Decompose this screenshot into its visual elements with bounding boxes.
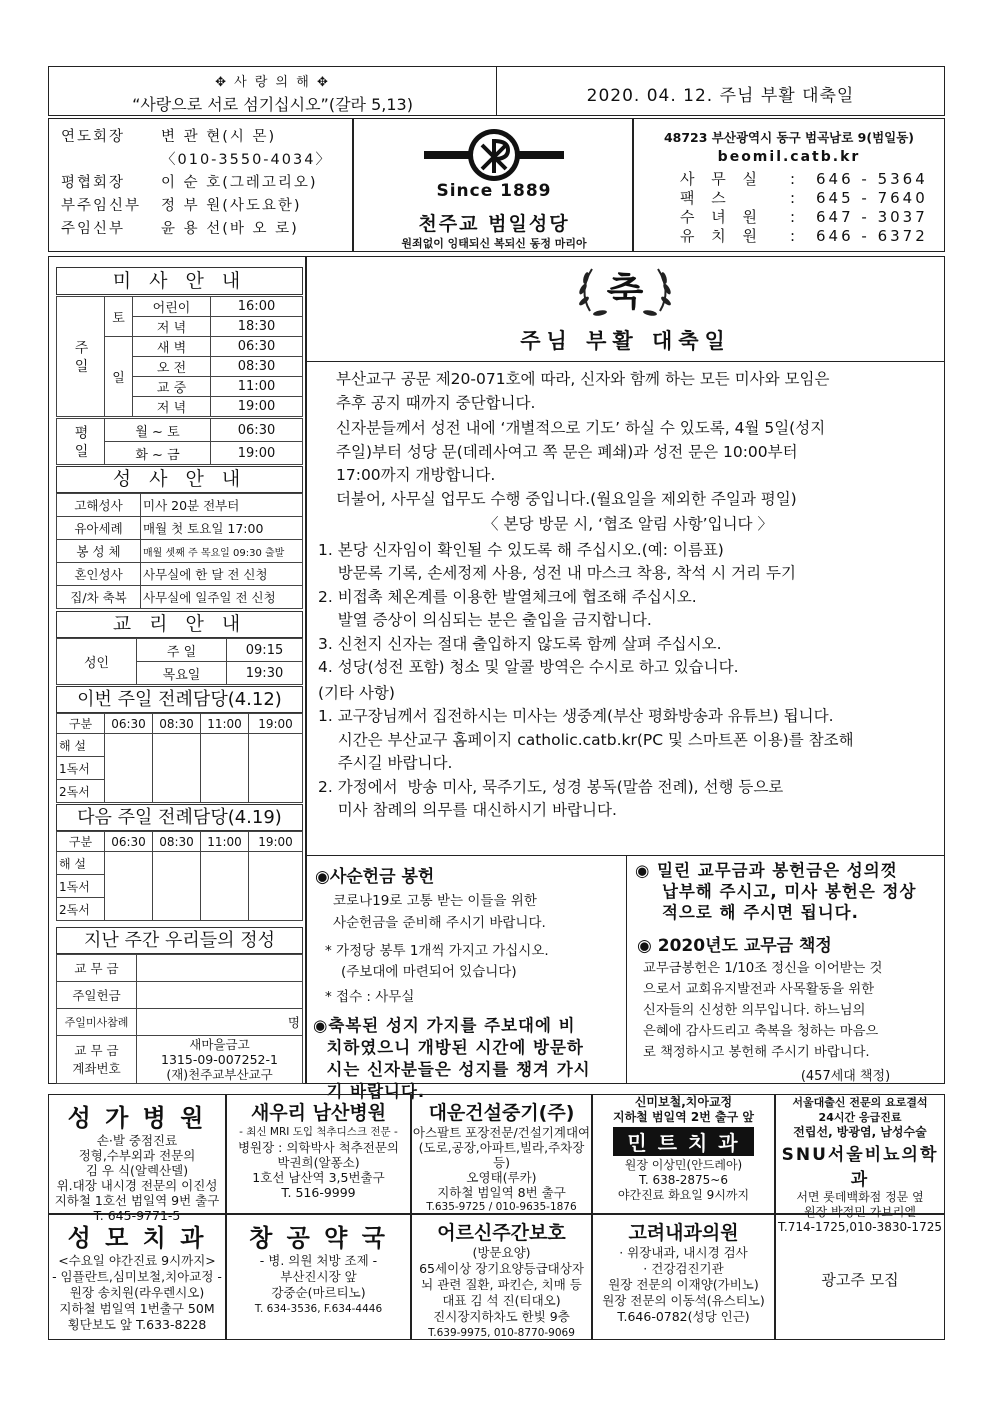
ad-line: T. 516-9999	[281, 1185, 356, 1200]
mass-table	[56, 296, 303, 417]
ad-line: 신미보철,치아교정	[634, 1095, 733, 1109]
ad-line: 뇌 관련 질환, 파킨슨, 치매 등	[421, 1277, 582, 1292]
duty1-cell	[153, 780, 201, 803]
ad-box	[411, 1214, 592, 1340]
ad-name: 성 모 치 과	[67, 1224, 207, 1252]
masthead-right	[496, 66, 945, 116]
phone-number: 646 - 5364	[816, 170, 928, 188]
account-info	[137, 1036, 303, 1084]
duty2-head: 구분	[57, 832, 105, 852]
officer-row	[61, 126, 340, 149]
lenten-line: 코로나19로 고통 받는 이들을 위한	[333, 893, 537, 909]
ad-box	[411, 1094, 592, 1214]
duty2-cell	[105, 875, 153, 898]
notice-body	[318, 368, 938, 823]
ad-line: 지하철 범일역 1번출구 50M	[59, 1301, 215, 1316]
ad-line: 원장 전문의 이재양(가비노)	[608, 1277, 759, 1292]
ad-line: T.635-9725 / 010-9635-1876	[426, 1201, 577, 1213]
phone-label: 팩 스	[680, 189, 732, 207]
duty1-cell	[105, 757, 153, 780]
duty2-role: 2독서	[57, 898, 105, 921]
ad-line: 손·발 중점진료	[96, 1133, 178, 1148]
phone-label: 수 녀 원	[680, 208, 764, 226]
lenten-box	[307, 855, 627, 1101]
ad-line: - 최신 MRI 도입 척추디스크 전문 -	[239, 1126, 398, 1138]
mass-sun-label: 일	[105, 337, 133, 417]
duty1-cell	[201, 734, 249, 757]
ad-box	[226, 1214, 411, 1340]
ad-line: 서울대출신 전문의 요로결석	[792, 1096, 928, 1109]
masthead-left	[48, 66, 497, 116]
ad-name: 어르신주간보호	[437, 1222, 566, 1244]
ad-name: SNU서울비뇨의학과	[781, 1145, 939, 1190]
ad-line: · 건강검진기관	[643, 1261, 724, 1276]
chi-rho-logo-icon	[424, 127, 564, 185]
dues-line: 납부해 주시고, 미사 봉헌은 정상	[635, 882, 917, 901]
year-theme: ✥ 사 랑 의 해 ✥	[215, 75, 330, 90]
visit-heading: 〈 본당 방문 시, ‘협조 알림 사항’입니다 〉	[483, 515, 773, 533]
duty2-role: 1독서	[57, 875, 105, 898]
duty1-cell	[153, 757, 201, 780]
catechism-header: 교 리 안 내	[56, 611, 303, 638]
mass-time: 08:30	[211, 357, 303, 377]
etc-item: 1. 교구장님께서 집전하시는 미사는 생중계(부산 평화방송과 유튜브) 됩니다.	[318, 707, 834, 725]
mass-name: 어린이	[133, 297, 211, 317]
lenten-line: 사순헌금을 준비해 주시기 바랍니다.	[333, 915, 546, 931]
ad-box	[226, 1094, 411, 1214]
offering-label: 교 무 금	[57, 955, 137, 982]
officer-role: 평협회장	[61, 175, 126, 191]
etc-item: 미사 참례의 의무를 대신하시기 바랍니다.	[318, 801, 617, 819]
duty2-head: 11:00	[201, 832, 249, 852]
lenten-title: ◉사순헌금 봉헌	[315, 867, 435, 887]
duty1-cell	[201, 780, 249, 803]
mass-time: 06:30	[211, 337, 303, 357]
catechism-adult: 성인	[57, 639, 137, 685]
weekday-mass-table	[56, 418, 303, 465]
ad-line: 65세이상 장기요양등급대상자	[419, 1261, 584, 1276]
ad-name: 민 트 치 과	[613, 1127, 754, 1156]
catechism-day: 주 일	[137, 639, 227, 662]
phone-row	[680, 189, 944, 208]
weekday-label: 평 일	[57, 419, 105, 465]
officer-role	[61, 149, 161, 172]
account-holder: (재)천주교부산교구	[166, 1067, 273, 1082]
account-label: 교 무 금 계좌번호	[57, 1036, 137, 1084]
duty1-table	[56, 713, 303, 803]
motto: “사랑으로 서로 섬기십시오”(갈라 5,13)	[132, 95, 413, 114]
duty2-head: 06:30	[105, 832, 153, 852]
feast-title: 주님 부활 대축일	[520, 329, 731, 353]
notice-para1-line: 추후 공지 때까지 중단합니다.	[336, 393, 536, 412]
mass-time: 11:00	[211, 377, 303, 397]
duty1-role: 1독서	[57, 757, 105, 780]
visit-item: 발열 증상이 의심되는 분은 출입을 금지합니다.	[318, 611, 652, 629]
parish-box	[353, 118, 633, 252]
mass-name: 교 중	[133, 377, 211, 397]
palm-line: 기 바랍니다.	[313, 1082, 426, 1101]
visit-item: 3. 신천지 신자는 절대 출입하지 않도록 함께 살펴 주십시오.	[318, 634, 722, 653]
duty1-cell	[249, 757, 303, 780]
duty1-cell	[105, 780, 153, 803]
dues-box	[627, 855, 944, 1083]
offering-unit: 명	[137, 1009, 303, 1036]
officer-role: 부주임신부	[61, 198, 142, 214]
ad-box	[775, 1094, 945, 1234]
officer-name: 정 부 원(사도요한)	[161, 198, 302, 214]
ad-line: · 위장내과, 내시경 검사	[619, 1245, 748, 1260]
account-bank: 새마을금고	[189, 1037, 250, 1052]
ad-name: 광고주 모집	[821, 1271, 899, 1289]
duty1-role: 2독서	[57, 780, 105, 803]
duty1-head: 11:00	[201, 714, 249, 734]
phone-row	[680, 227, 944, 246]
officer-row	[61, 172, 340, 195]
officer-name: 윤 용 선(바 오 로)	[161, 221, 299, 237]
ad-line: 지하철 범일역 2번 출구 앞	[613, 1110, 754, 1124]
ad-line: 대표 김 석 진(티대오)	[442, 1293, 561, 1308]
officer-role: 주임신부	[61, 221, 126, 237]
duty2-header: 다음 주일 전례담당(4.19)	[56, 804, 303, 831]
sacrament-table	[56, 493, 303, 609]
ad-name: 새우리 남산병원	[250, 1102, 387, 1124]
phone-number: 647 - 3037	[816, 208, 928, 226]
sacrament-label: 유아세례	[57, 517, 141, 540]
sacrament-label: 봉 성 체	[57, 540, 141, 563]
phone-label: 사 무 실	[680, 170, 764, 188]
mass-name: 오 전	[133, 357, 211, 377]
duty1-role: 해 설	[57, 734, 105, 757]
catechism-table	[56, 638, 303, 685]
etc-item: 시간은 부산교구 홈페이지 catholic.catb.kr(PC 및 스마트폰 이용)를 참조해	[318, 730, 854, 749]
ad-line: T. 645-9771-5	[93, 1208, 181, 1223]
duty2-role: 해 설	[57, 852, 105, 875]
ad-name: 대운건설중기(주)	[428, 1102, 575, 1124]
officers-box	[48, 118, 353, 252]
duty2-cell	[249, 898, 303, 921]
dues2-line: 으로서 교회유지발전과 사목활동을 위한	[643, 982, 875, 997]
duty1-cell	[249, 734, 303, 757]
ad-line: 병원장 : 의학박사 척추전문의	[237, 1140, 400, 1155]
parish-name: 천주교 범일성당	[418, 213, 570, 235]
dues2-line: 신자들의 신성한 의무입니다. 하느님의	[643, 1003, 866, 1018]
ad-line: 1호선 남산역 3,5번출구	[252, 1170, 385, 1185]
officer-row	[61, 218, 340, 241]
duty1-head: 구분	[57, 714, 105, 734]
ad-line: 지하철 1호선 범일역 9번 출구	[54, 1193, 220, 1208]
parish-patron: 원죄없이 잉태되신 복되신 동정 마리아	[401, 237, 587, 250]
sacrament-value: 사무실에 일주일 전 신청	[141, 586, 303, 609]
ad-box	[48, 1094, 226, 1223]
notice-para2-line: 주일)부터 성당 문(데레사여고 쪽 문은 폐쇄)과 성전 문은 10:00부터	[336, 442, 798, 461]
duty1-cell	[153, 734, 201, 757]
duty1-head: 19:00	[249, 714, 303, 734]
mass-sunday-label: 주 일	[57, 297, 105, 417]
ad-line: T. 634-3536, F.634-4446	[254, 1303, 383, 1315]
duty2-cell	[105, 898, 153, 921]
duty2-head: 19:00	[249, 832, 303, 852]
weekday-days: 월 ~ 토	[105, 419, 211, 442]
ad-line: 횡단보도 앞 T.633-8228	[67, 1317, 207, 1332]
palm-line: 시는 신자분들은 성지를 챙겨 가시	[313, 1060, 591, 1079]
palm-line: 치하였으니 개방된 시간에 방문하	[313, 1038, 584, 1057]
ad-line: T. 638-2875~6	[639, 1173, 728, 1187]
account-number: 1315-09-007252-1	[161, 1052, 278, 1067]
dues2-line: 로 책정하시고 봉헌해 주시기 바랍니다.	[643, 1045, 870, 1060]
phone-number: 645 - 7640	[816, 189, 928, 207]
ad-line: 정형,수부외과 전문의	[78, 1148, 196, 1163]
sacrament-value: 미사 20분 전부터	[141, 494, 303, 517]
phone-sep: :	[790, 208, 799, 226]
dues2-line: 교무금봉헌은 1/10조 정신을 이어받는 것	[643, 961, 883, 976]
sacrament-header: 성 사 안 내	[56, 466, 303, 493]
ad-line: 박권희(알퐁소)	[277, 1155, 360, 1170]
weekday-time: 19:00	[211, 442, 303, 465]
visit-item: 4. 성당(성전 포함) 청소 및 알콜 방역은 수시로 하고 있습니다.	[318, 658, 739, 676]
lenten-note: (주보대에 마련되어 있습니다)	[341, 964, 517, 980]
duty2-cell	[201, 875, 249, 898]
mass-name: 새 벽	[133, 337, 211, 357]
address: 48723 부산광역시 동구 범곡남로 9(범일동)	[663, 130, 915, 145]
duty2-cell	[249, 875, 303, 898]
dues-line: 적으로 해 주시면 됩니다.	[635, 903, 859, 922]
dues2-note: (457세대 책정)	[800, 1069, 891, 1084]
ad-line: 전립선, 방광염, 남성수술	[793, 1125, 927, 1139]
officer-name: 이 순 호(그레고리오)	[161, 175, 318, 191]
issue-date: 2020. 04. 12. 주님 부활 대축일	[586, 86, 855, 106]
ad-box	[592, 1094, 775, 1214]
ad-line: 아스팔트 포장전문/건설기계대여	[412, 1125, 591, 1140]
ad-line: 서면 롯데백화점 정문 옆	[796, 1190, 924, 1204]
notice-para2-line: 신자분들께서 성전 내에 ‘개별적으로 기도’ 하실 수 있도록, 4월 5일(성지	[336, 419, 826, 437]
notice-para2-line: 17:00까지 개방합니다.	[336, 466, 496, 484]
notice-para1-line: 부산교구 공문 제20-071호에 따라, 신자와 함께 하는 모든 미사와 모임은	[336, 370, 830, 388]
mass-time: 16:00	[211, 297, 303, 317]
sacrament-label: 혼인성사	[57, 563, 141, 586]
duty2-cell	[249, 852, 303, 875]
ad-name: 창 공 약 국	[249, 1224, 388, 1252]
notice-para3: 더불어, 사무실 업무도 수행 중입니다.(월요일을 제외한 주일과 평일)	[336, 489, 797, 508]
ad-line: 진시장지하차도 한빛 9층	[433, 1309, 570, 1324]
dues-line: ◉ 밀린 교무금과 봉헌금은 성의껏	[635, 861, 898, 880]
officer-name: 변 관 현(시 몬)	[161, 129, 277, 145]
ad-name: 고려내과의원	[628, 1222, 739, 1244]
ad-box	[775, 1214, 945, 1340]
etc-heading: (기타 사항)	[318, 683, 395, 702]
mass-time: 18:30	[211, 317, 303, 337]
ad-line: 김 우 식(알렉산델)	[85, 1163, 189, 1178]
feast-emblem: 축	[606, 269, 644, 314]
ad-line: 원장 송치원(라우렌시오)	[69, 1285, 205, 1300]
visit-item: 방문록 기록, 손세정제 사용, 성전 내 마스크 착용, 착석 시 거리 두기	[318, 564, 796, 582]
lenten-note: * 가정당 봉투 1개씩 가지고 가십시오.	[325, 943, 549, 959]
phone-number: 646 - 6372	[816, 227, 928, 245]
mass-name: 저 녁	[133, 317, 211, 337]
since-text: Since 1889	[436, 181, 552, 201]
lenten-note: * 접수 : 사무실	[325, 989, 415, 1005]
ad-line: (도로,공장,아파트,빌라,주차장 등)	[418, 1140, 585, 1170]
offering-table	[56, 954, 303, 1084]
palm-line: ◉축복된 성지 가지를 주보대에 비	[313, 1016, 576, 1035]
duty2-cell	[153, 898, 201, 921]
ad-line: T.646-0782(성당 인근)	[617, 1309, 750, 1324]
ad-line: 원장 이상민(안드레아)	[624, 1158, 743, 1172]
weekday-days: 화 ~ 금	[105, 442, 211, 465]
sacrament-label: 고해성사	[57, 494, 141, 517]
phone-label: 유 치 원	[680, 227, 764, 245]
website: beomil.catb.kr	[717, 149, 861, 165]
phone-sep: :	[790, 227, 799, 245]
duty2-table	[56, 831, 303, 921]
ad-line: T.714-1725,010-3830-1725	[778, 1220, 942, 1234]
feast-banner	[307, 257, 944, 362]
officer-role: 연도회장	[61, 129, 126, 145]
duty1-cell	[249, 780, 303, 803]
ad-line: 위.대장 내시경 전문의 이진성	[56, 1178, 218, 1193]
officer-name: 〈010-3550-4034〉	[161, 152, 332, 168]
duty1-cell	[105, 734, 153, 757]
phone-row	[680, 208, 944, 227]
sacrament-value: 매월 셋째 주 목요일 09:30 출발	[141, 540, 303, 563]
mass-time: 19:00	[211, 397, 303, 417]
etc-item: 주시길 바랍니다.	[318, 754, 453, 772]
dues2-line: 은혜에 감사드리고 축복을 청하는 마음으	[643, 1024, 879, 1039]
catechism-time: 19:30	[227, 662, 303, 685]
officer-row	[61, 149, 340, 172]
offering-label: 주일미사참례	[57, 1009, 137, 1036]
duty2-cell	[201, 898, 249, 921]
catechism-day: 목요일	[137, 662, 227, 685]
ad-line: 원장 전문의 이동석(유스티노)	[602, 1293, 765, 1308]
ad-line: 원장 박정민 가브리엘	[804, 1205, 916, 1219]
ad-line: (방문요양)	[472, 1245, 531, 1260]
ad-line: 강중순(마르티노)	[271, 1285, 366, 1300]
phone-row	[680, 170, 944, 189]
offering-label: 주일헌금	[57, 982, 137, 1009]
catechism-time: 09:15	[227, 639, 303, 662]
visit-item: 1. 본당 신자임이 확인될 수 있도록 해 주십시오.(예: 이름표)	[318, 540, 724, 559]
contact-box	[633, 118, 945, 252]
ad-line: - 병. 의원 처방 조제 -	[259, 1253, 378, 1268]
sacrament-value: 사무실에 한 달 전 신청	[141, 563, 303, 586]
etc-item: 2. 가정에서 방송 미사, 묵주기도, 성경 봉독(말씀 전례), 선행 등으로	[318, 777, 784, 796]
duty2-cell	[153, 852, 201, 875]
ad-box	[48, 1214, 226, 1340]
ad-line: - 임플란트,심미보철,치아교정 -	[52, 1269, 222, 1284]
ad-box	[592, 1214, 775, 1340]
dues2-title: ◉ 2020년도 교무금 책정	[637, 936, 832, 956]
mass-header: 미 사 안 내	[56, 267, 303, 295]
duty1-header: 이번 주일 전례담당(4.12)	[56, 686, 303, 713]
ad-line: 24시간 응급진료	[818, 1111, 902, 1124]
ad-line: T.639-9975, 010-8770-9069	[428, 1327, 575, 1339]
ad-line: 오영태(루카)	[466, 1170, 537, 1185]
sacrament-value: 매월 첫 토요일 17:00	[141, 517, 303, 540]
duty2-cell	[201, 852, 249, 875]
officer-row	[61, 195, 340, 218]
mass-name: 저 녁	[133, 397, 211, 417]
offering-header: 지난 주간 우리들의 정성	[56, 927, 303, 954]
ad-name: 성 가 병 원	[67, 1104, 207, 1132]
sacrament-label: 집/차 축복	[57, 586, 141, 609]
phone-sep: :	[790, 189, 799, 207]
ad-line: <수요일 야간진료 9시까지>	[58, 1253, 216, 1268]
duty1-cell	[201, 757, 249, 780]
phone-sep: :	[790, 170, 799, 188]
mass-sat-label: 토	[105, 297, 133, 337]
weekday-time: 06:30	[211, 419, 303, 442]
duty1-head: 06:30	[105, 714, 153, 734]
duty1-head: 08:30	[153, 714, 201, 734]
ad-line: 야간진료 화요일 9시까지	[617, 1188, 750, 1202]
duty2-cell	[105, 852, 153, 875]
ad-line: 부산진시장 앞	[280, 1269, 357, 1284]
ad-line: 지하철 범일역 8번 출구	[437, 1185, 566, 1200]
visit-item: 2. 비접촉 체온계를 이용한 발열체크에 협조해 주십시오.	[318, 587, 697, 606]
duty2-cell	[153, 875, 201, 898]
duty2-head: 08:30	[153, 832, 201, 852]
